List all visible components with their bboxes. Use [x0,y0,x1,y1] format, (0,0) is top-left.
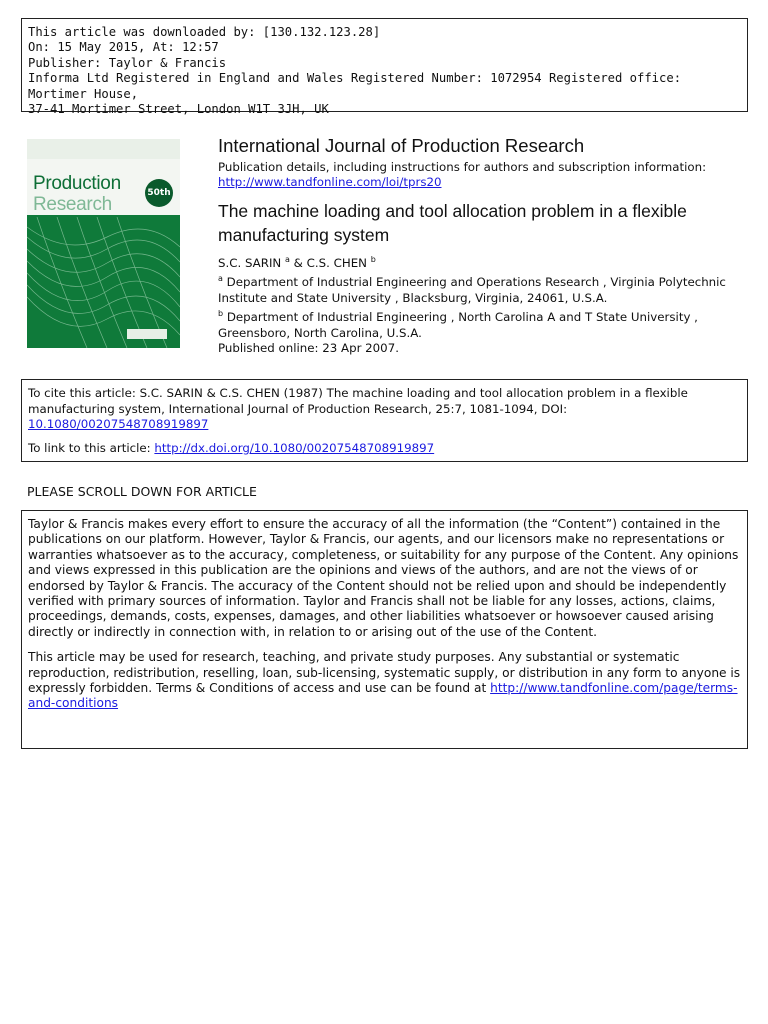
download-info-line: This article was downloaded by: [130.132.123.28] [28,25,381,39]
disclaimer-box [21,510,748,749]
cover-top-strip [27,139,180,159]
cover-anniversary-badge: 50th [145,179,173,207]
authors [218,252,748,271]
download-info-line: Informa Ltd Registered in England and Wales Registered Number: 1072954 Registered office: Mortimer House, [28,71,682,101]
article-link[interactable]: http://dx.doi.org/10.1080/00207548708919897 [154,440,435,455]
journal-cover-image [27,139,180,348]
terms-paragraph [28,650,741,712]
scroll-down-notice: PLEASE SCROLL DOWN FOR ARTICLE [27,484,257,499]
download-info-box [21,18,748,117]
article-link-row [28,441,741,457]
published-date: Published online: 23 Apr 2007. [218,341,399,356]
article-link-label: To link to this article: [28,440,155,455]
terms-text: This article may be used for research, teaching, and private study purposes. Any substantial or systematic reproduction, redistribution, reselling, loan, sub-licensing, systematic supply, or distribution in any form to anyone is expressly forbidden. Terms & Conditions of access and use can be found at [28,650,741,696]
citation-body: To cite this article: S.C. SARIN & C.S. CHEN (1987) The machine loading and tool allocation problem in a flexible manufacturing system, International Journal of Production Research, 25:7, 1081-1094, DOI: [28,386,688,416]
affiliation-b [218,306,748,341]
terms-link[interactable]: http://www.tandfonline.com/page/terms-and-conditions [28,681,738,711]
download-info-line: 37-41 Mortimer Street, London W1T 3JH, UK [28,102,329,117]
citation-text [28,386,741,433]
article-meta [218,135,748,357]
author-separator: & [293,255,307,270]
affiliation-text: Department of Industrial Engineering , North Carolina A and T State University , Greensboro, North Carolina, U.S.A. [218,310,698,340]
affiliation-a [218,271,748,306]
cover-title-line2: Research [33,194,112,215]
author-name: S.C. SARIN [218,255,282,270]
download-info-line: On: 15 May 2015, At: 12:57 [28,40,219,55]
author-affiliation-marker: a [285,255,290,264]
disclaimer-paragraph: Taylor & Francis makes every effort to ensure the accuracy of all the information (the “Content”) contained in the publications on our platform. However, Taylor & Francis, our agents, and our licensors make no representations or warranties whatsoever as to the accuracy, completeness, or suitability for any purpose of the Content. Any opinions and views expressed in this publication are the opinions and views of the authors, and are not the views of or endorsed by Taylor & Francis. The accuracy of the Content should not be relied upon and should be independently verified with primary sources of information. Taylor and Francis shall not be liable for any losses, actions, claims, proceedings, demands, costs, expenses, damages, and other liabilities whatsoever or howsoever caused arising directly or indirectly in connection with, in relation to or arising out of the use of the Content. [28,517,739,639]
affiliation-marker: a [218,274,223,284]
publication-details [218,160,748,190]
article-title: The machine loading and tool allocation problem in a flexible manufacturing system [218,201,687,245]
journal-title: International Journal of Production Research [218,135,585,156]
journal-link[interactable]: http://www.tandfonline.com/loi/tprs20 [218,175,442,189]
cover-publisher-mark [127,329,167,339]
doi-link[interactable]: 10.1080/00207548708919897 [28,417,209,431]
affiliation-text: Department of Industrial Engineering and Operations Research , Virginia Polytechnic Institute and State University , Blacksburg, Virginia, 24061, U.S.A. [218,275,726,305]
publication-details-text: Publication details, including instructions for authors and subscription information: [218,160,707,174]
citation-box [21,379,748,462]
author-name: C.S. CHEN [306,255,367,270]
author-affiliation-marker: b [370,255,376,264]
download-info-line: Publisher: Taylor & Francis [28,55,227,70]
cover-title-line1: Production [33,173,121,194]
affiliation-marker: b [218,309,224,319]
